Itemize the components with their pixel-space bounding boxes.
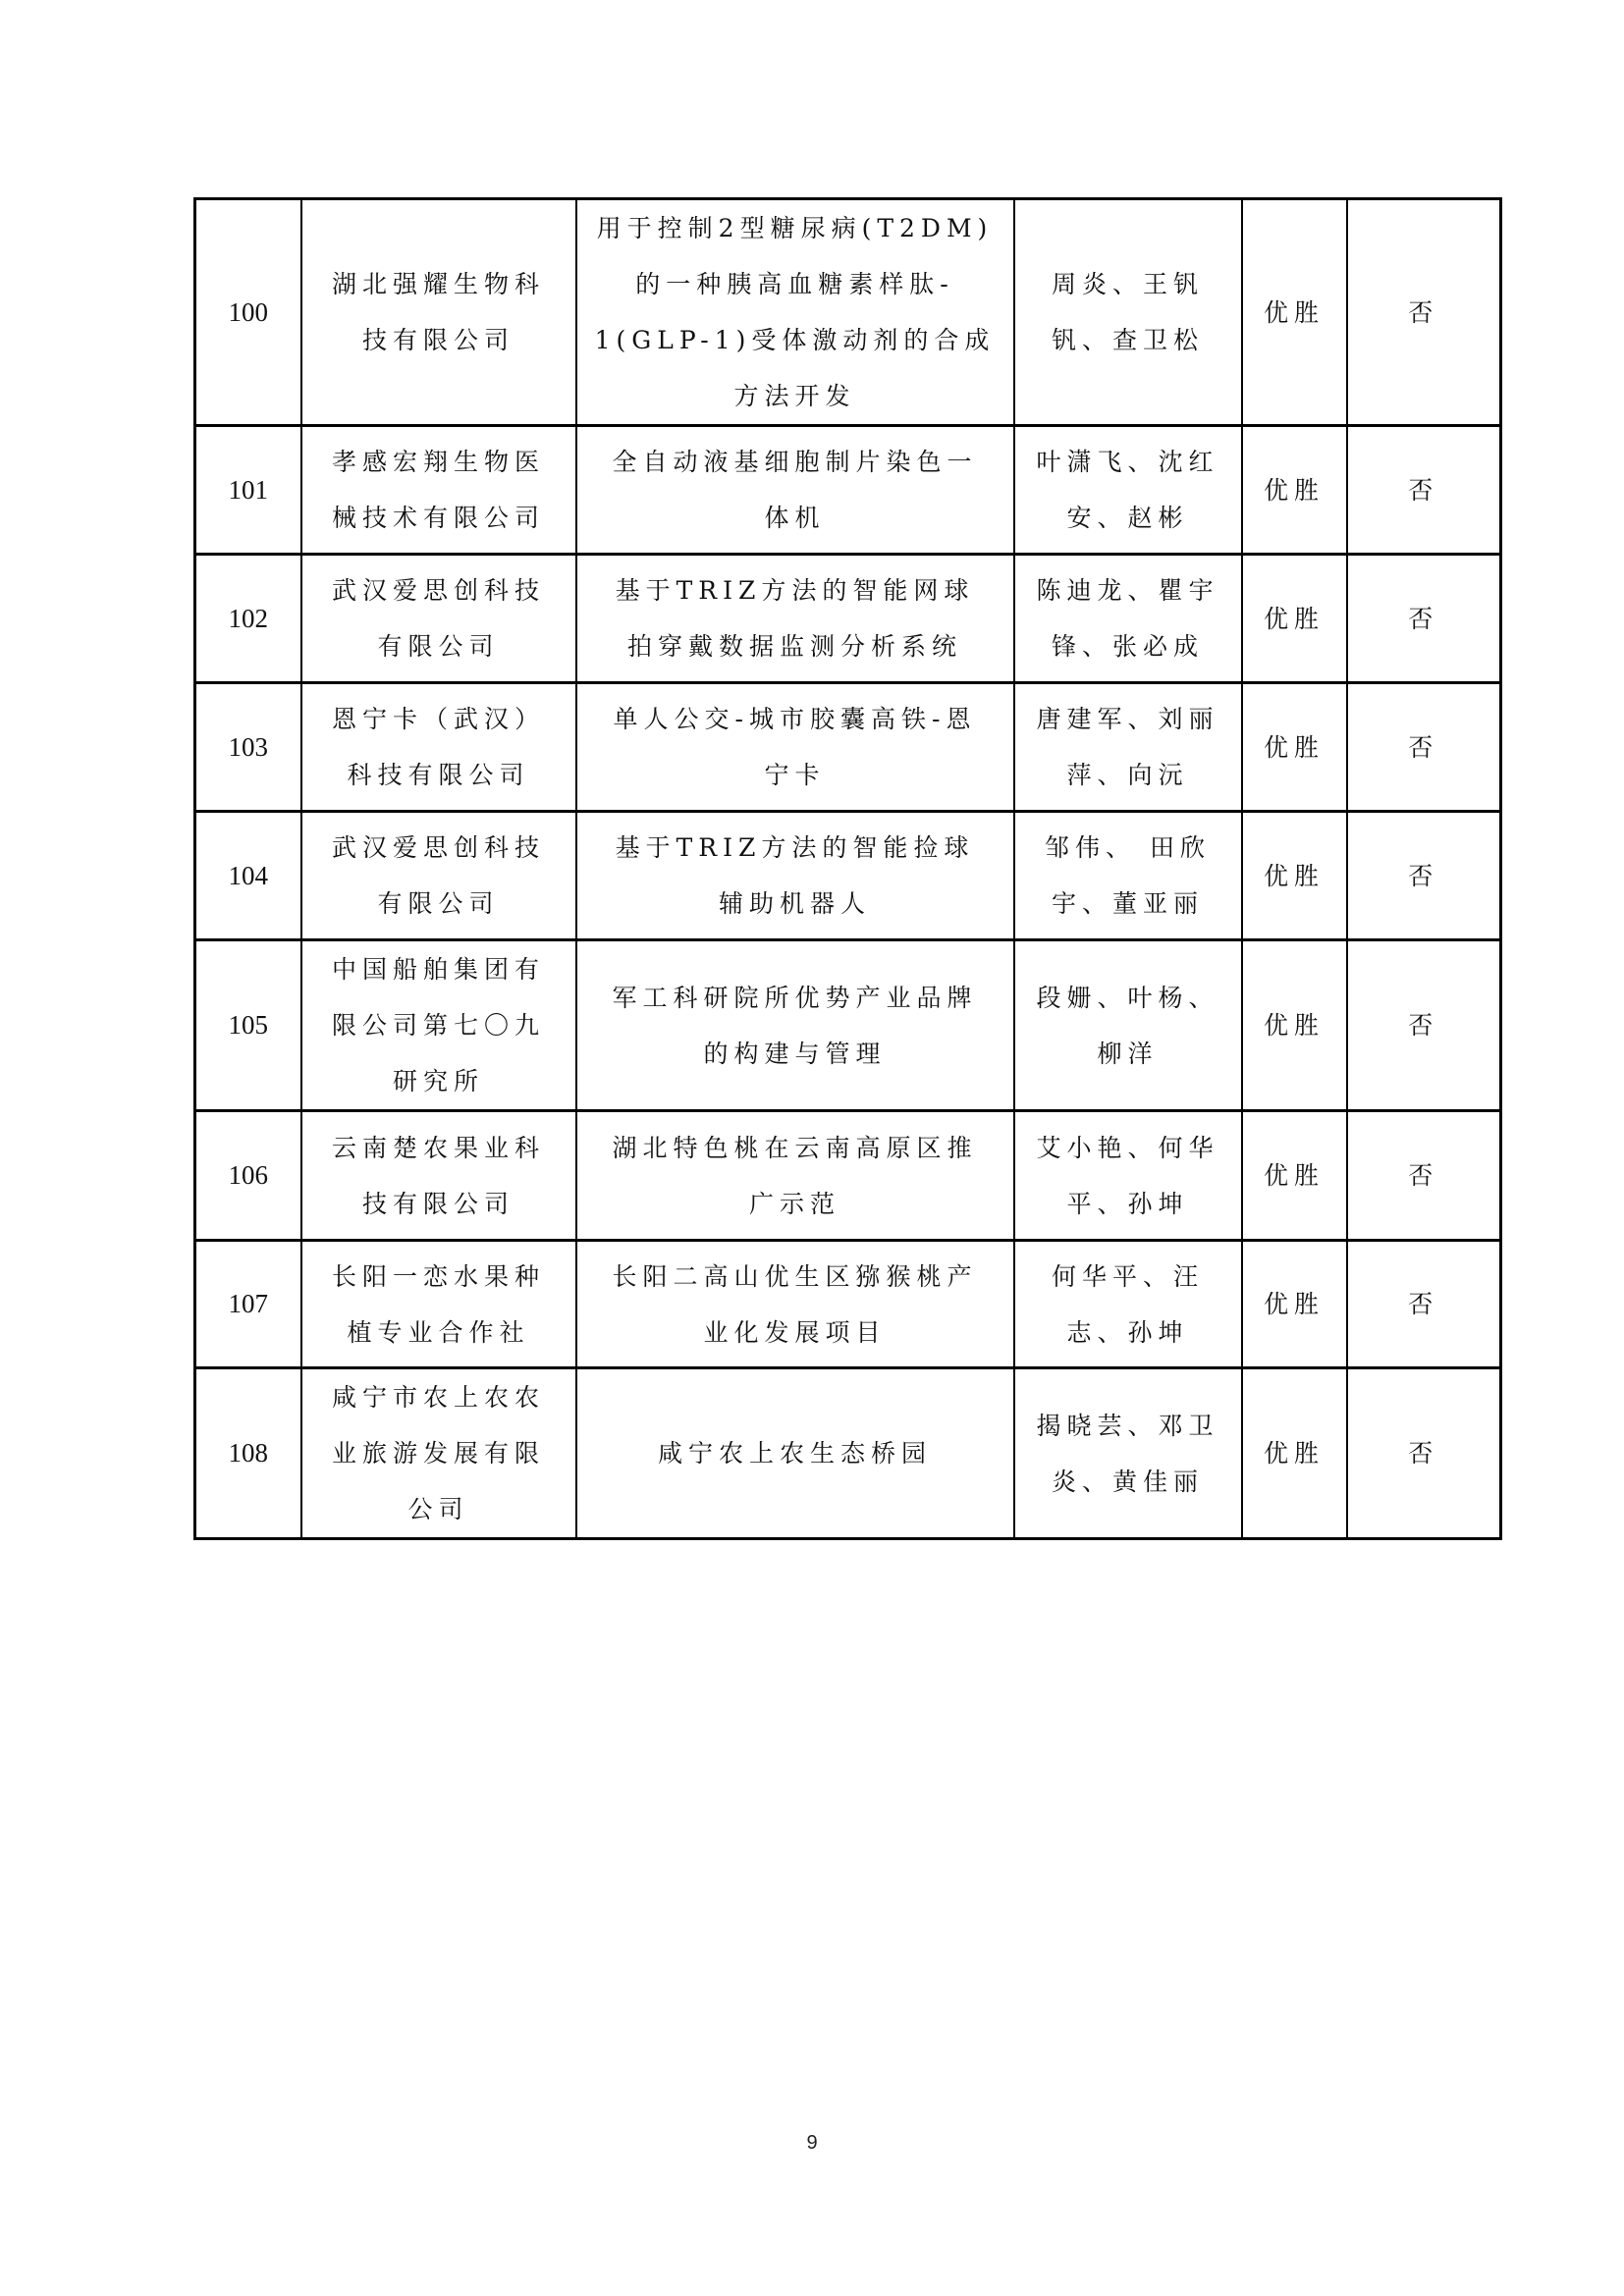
members-cell xyxy=(1014,683,1242,812)
project-cell-line: 湖北特色桃在云南高原区推 xyxy=(612,1133,978,1162)
members-cell xyxy=(1014,1368,1242,1539)
project-cell-line: 宁卡 xyxy=(764,761,826,789)
table-row xyxy=(195,683,1501,812)
project-cell-line: 军工科研院所优势产业品牌 xyxy=(612,983,978,1012)
company-cell-line: 公司 xyxy=(407,1495,469,1523)
members-cell xyxy=(1014,426,1242,555)
company-cell-line: 械技术有限公司 xyxy=(331,504,545,532)
company-cell xyxy=(301,1368,576,1539)
members-cell-line: 志、孙坤 xyxy=(1066,1317,1189,1347)
project-cell-line: 方法开发 xyxy=(733,382,856,410)
flag-cell: 否 xyxy=(1347,683,1501,812)
project-cell-line: 的一种胰高血糖素样肽- xyxy=(635,270,954,298)
members-cell xyxy=(1014,1241,1242,1368)
award-cell: 优胜 xyxy=(1242,199,1347,426)
members-cell-line: 周炎、王钒 xyxy=(1051,270,1204,298)
row-number-cell: 102 xyxy=(195,555,301,683)
members-cell-line: 锋、张必成 xyxy=(1051,632,1204,661)
company-cell-line: 植专业合作社 xyxy=(347,1317,530,1347)
members-cell-line: 段姗、叶杨、 xyxy=(1036,983,1219,1012)
table-row xyxy=(195,426,1501,555)
members-cell xyxy=(1014,199,1242,426)
company-cell-line: 武汉爱思创科技 xyxy=(331,833,545,862)
flag-cell: 否 xyxy=(1347,1241,1501,1368)
row-number-cell: 104 xyxy=(195,812,301,940)
project-cell xyxy=(576,683,1014,812)
project-cell-line: 基于TRIZ方法的智能捡球 xyxy=(615,833,975,862)
award-table xyxy=(193,197,1502,1540)
company-cell xyxy=(301,555,576,683)
award-table-body xyxy=(195,199,1501,1539)
flag-cell: 否 xyxy=(1347,940,1501,1111)
project-cell xyxy=(576,1368,1014,1539)
award-cell: 优胜 xyxy=(1242,683,1347,812)
table-row xyxy=(195,555,1501,683)
award-cell: 优胜 xyxy=(1242,426,1347,555)
table-row xyxy=(195,940,1501,1111)
project-cell-line: 咸宁农上农生态桥园 xyxy=(657,1439,932,1468)
project-cell xyxy=(576,812,1014,940)
company-cell xyxy=(301,1241,576,1368)
company-cell-line: 有限公司 xyxy=(377,632,500,661)
members-cell-line: 炎、黄佳丽 xyxy=(1051,1467,1204,1496)
company-cell-line: 长阳一恋水果种 xyxy=(331,1261,545,1291)
project-cell-line: 广示范 xyxy=(748,1189,840,1218)
project-cell-line: 长阳二高山优生区猕猴桃产 xyxy=(612,1261,978,1291)
company-cell-line: 有限公司 xyxy=(377,889,500,918)
table-row xyxy=(195,812,1501,940)
project-cell-line: 的构建与管理 xyxy=(703,1039,887,1068)
project-cell-line: 全自动液基细胞制片染色一 xyxy=(612,448,978,476)
project-cell-line: 业化发展项目 xyxy=(703,1317,887,1347)
members-cell-line: 柳洋 xyxy=(1097,1039,1159,1068)
row-number-cell: 101 xyxy=(195,426,301,555)
flag-cell: 否 xyxy=(1347,555,1501,683)
project-cell-line: 用于控制2型糖尿病(T2DM) xyxy=(596,214,994,242)
award-cell: 优胜 xyxy=(1242,555,1347,683)
project-cell-line: 1(GLP-1)受体激动剂的合成 xyxy=(594,326,996,354)
company-cell-line: 云南楚农果业科 xyxy=(331,1133,545,1162)
company-cell-line: 孝感宏翔生物医 xyxy=(331,448,545,476)
project-cell-line: 基于TRIZ方法的智能网球 xyxy=(615,576,975,605)
project-cell xyxy=(576,426,1014,555)
project-cell-line: 拍穿戴数据监测分析系统 xyxy=(626,632,962,661)
flag-cell: 否 xyxy=(1347,426,1501,555)
award-cell: 优胜 xyxy=(1242,1241,1347,1368)
members-cell-line: 叶潇飞、沈红 xyxy=(1036,448,1219,476)
members-cell-line: 萍、向沅 xyxy=(1066,761,1189,789)
project-cell xyxy=(576,555,1014,683)
page-number: 9 xyxy=(806,2132,818,2154)
members-cell-line: 唐建军、刘丽 xyxy=(1036,705,1219,733)
project-cell xyxy=(576,1241,1014,1368)
company-cell xyxy=(301,940,576,1111)
company-cell xyxy=(301,199,576,426)
company-cell-line: 中国船舶集团有 xyxy=(331,955,545,984)
members-cell-line: 安、赵彬 xyxy=(1066,504,1189,532)
members-cell-line: 平、孙坤 xyxy=(1066,1189,1189,1218)
company-cell-line: 业旅游发展有限 xyxy=(331,1439,545,1468)
company-cell-line: 技有限公司 xyxy=(361,1189,514,1218)
award-cell: 优胜 xyxy=(1242,812,1347,940)
members-cell-line: 揭晓芸、邓卫 xyxy=(1036,1411,1219,1440)
flag-cell: 否 xyxy=(1347,199,1501,426)
company-cell-line: 咸宁市农上农农 xyxy=(331,1383,545,1412)
company-cell-line: 科技有限公司 xyxy=(347,761,530,789)
members-cell-line: 何华平、汪 xyxy=(1051,1261,1204,1291)
award-cell: 优胜 xyxy=(1242,1111,1347,1241)
project-cell xyxy=(576,1111,1014,1241)
row-number-cell: 100 xyxy=(195,199,301,426)
table-row xyxy=(195,1111,1501,1241)
members-cell-line: 邹伟、 田欣 xyxy=(1045,833,1211,862)
project-cell-line: 单人公交-城市胶囊高铁-恩 xyxy=(613,705,977,733)
company-cell xyxy=(301,426,576,555)
project-cell-line: 体机 xyxy=(764,504,826,532)
table-row xyxy=(195,1241,1501,1368)
company-cell xyxy=(301,683,576,812)
row-number-cell: 105 xyxy=(195,940,301,1111)
company-cell-line: 限公司第七〇九 xyxy=(331,1011,545,1040)
row-number-cell: 107 xyxy=(195,1241,301,1368)
project-cell xyxy=(576,940,1014,1111)
flag-cell: 否 xyxy=(1347,1368,1501,1539)
company-cell-line: 武汉爱思创科技 xyxy=(331,576,545,605)
company-cell xyxy=(301,812,576,940)
award-cell: 优胜 xyxy=(1242,1368,1347,1539)
project-cell xyxy=(576,199,1014,426)
company-cell-line: 研究所 xyxy=(392,1067,484,1095)
row-number-cell: 103 xyxy=(195,683,301,812)
row-number-cell: 106 xyxy=(195,1111,301,1241)
company-cell-line: 技有限公司 xyxy=(361,326,514,354)
members-cell xyxy=(1014,812,1242,940)
company-cell-line: 湖北强耀生物科 xyxy=(331,270,545,298)
table-row xyxy=(195,199,1501,426)
members-cell-line: 艾小艳、何华 xyxy=(1036,1133,1219,1162)
members-cell-line: 宇、董亚丽 xyxy=(1051,889,1204,918)
flag-cell: 否 xyxy=(1347,812,1501,940)
award-cell: 优胜 xyxy=(1242,940,1347,1111)
members-cell-line: 陈迪龙、瞿宇 xyxy=(1036,576,1219,605)
company-cell xyxy=(301,1111,576,1241)
table-row xyxy=(195,1368,1501,1539)
project-cell-line: 辅助机器人 xyxy=(718,889,871,918)
members-cell xyxy=(1014,940,1242,1111)
company-cell-line: 恩宁卡（武汉） xyxy=(331,705,545,733)
members-cell-line: 钒、查卫松 xyxy=(1051,326,1204,354)
row-number-cell: 108 xyxy=(195,1368,301,1539)
flag-cell: 否 xyxy=(1347,1111,1501,1241)
members-cell xyxy=(1014,555,1242,683)
members-cell xyxy=(1014,1111,1242,1241)
